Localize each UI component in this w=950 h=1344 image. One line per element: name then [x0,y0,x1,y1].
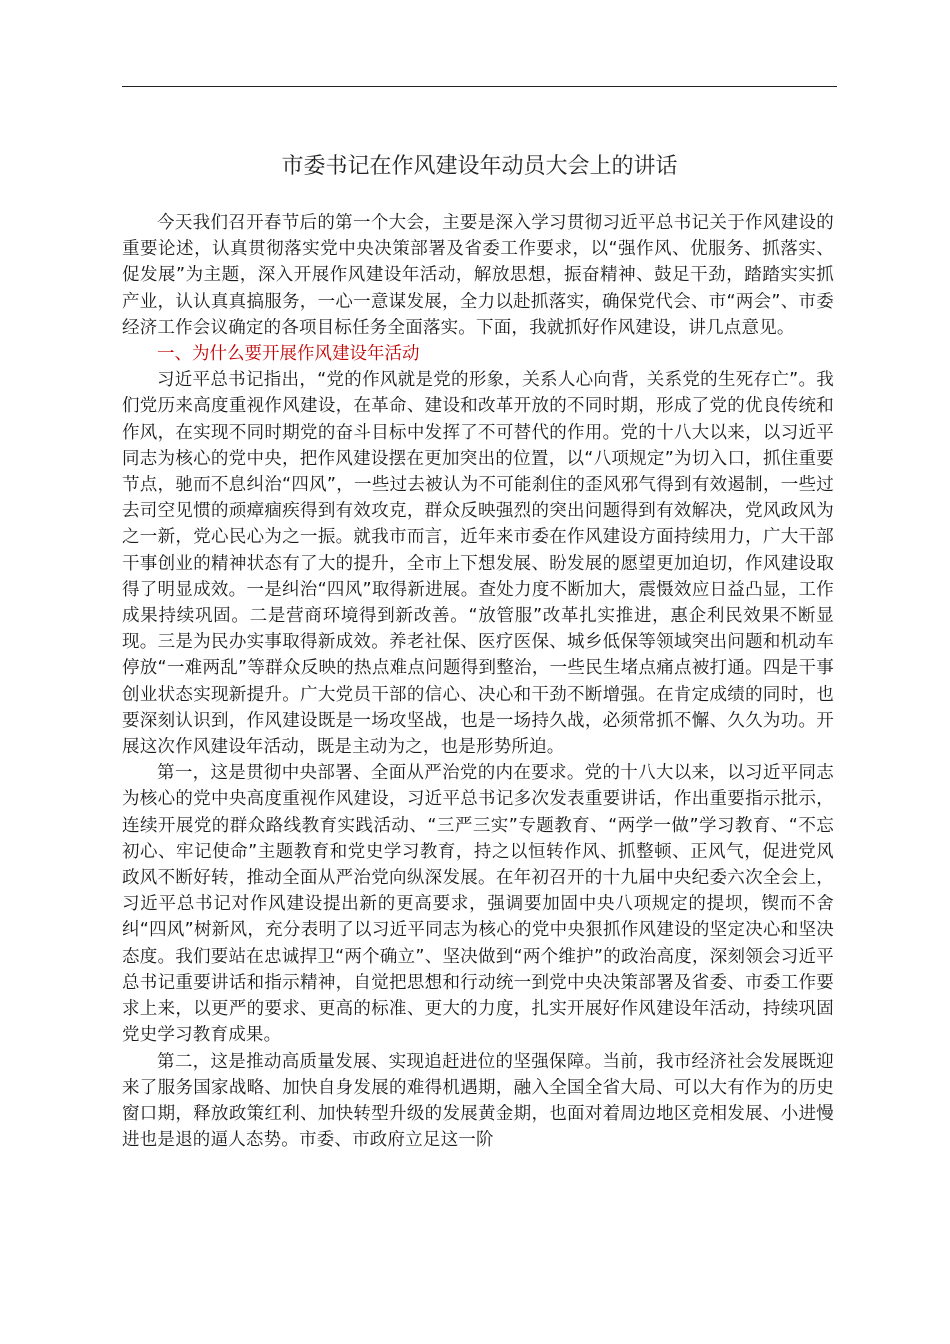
body-paragraph: 第二，这是推动高质量发展、实现追赶进位的坚强保障。当前，我市经济社会发展既迎来了服务国家战略、加快自身发展的难得机遇期，融入全国全省大局、可以大有作为的历史窗口期，释放政策红利、加快转型升级的发展黄金期，也面对着周边地区竞相发展、小进慢进也是退的逼人态势。市委、市政府立足这一阶 [122,1051,834,1151]
intro-paragraph: 今天我们召开春节后的第一个大会，主要是深入学习贯彻习近平总书记关于作风建设的重要论述，认真贯彻落实党中央决策部署及省委工作要求，以“强作风、优服务、抓落实、促发展”为主题，深入开展作风建设年活动，解放思想，振奋精神、鼓足干劲，踏踏实实抓产业，认认真真搞服务，一心一意谋发展，全力以赴抓落实，确保党代会、市“两会”、市委经济工作会议确定的各项目标任务全面落实。下面，我就抓好作风建设，讲几点意见。 [122,213,834,338]
header-rule [122,86,837,87]
section-heading: 一、为什么要开展作风建设年活动 [157,344,420,365]
page-title: 市委书记在作风建设年动员大会上的讲话 [281,154,678,179]
body-paragraph: 第一，这是贯彻中央部署、全面从严治党的内在要求。党的十八大以来，以习近平同志为核心的党中央高度重视作风建设，习近平总书记多次发表重要讲话，作出重要指示批示，连续开展党的群众路线教育实践活动、“三严三实”专题教育、“两学一做”学习教育、“不忘初心、牢记使命”主题教育和党史学习教育，持之以恒转作风、抓整顿、正风气，促进党风政风不断好转，推动全面从严治党向纵深发展。在年初召开的十九届中央纪委六次全会上，习近平总书记对作风建设提出新的更高要求，强调要加固中央八项规定的提坝，锲而不舍纠“四风”树新风，充分表明了以习近平同志为核心的党中央狠抓作风建设的坚定决心和坚决态度。我们要站在忠诚捍卫“两个确立”、坚决做到“两个维护”的政治高度，深刻领会习近平总书记重要讲话和指示精神，自觉把思想和行动统一到党中央决策部署及省委、市委工作要求上来，以更严的要求、更高的标准、更大的力度，扎实开展好作风建设年活动，持续巩固党史学习教育成果。 [122,763,834,1046]
document-body [122,210,834,1153]
body-paragraph: 习近平总书记指出，“党的作风就是党的形象，关系人心向背，关系党的生死存亡”。我们党历来高度重视作风建设，在革命、建设和改革开放的不同时期，形成了党的优良传统和作风，在实现不同时期党的奋斗目标中发挥了不可替代的作用。党的十八大以来，以习近平同志为核心的党中央，把作风建设摆在更加突出的位置，以“八项规定”为切入口，抓住重要节点，驰而不息纠治“四风”，一些过去被认为不可能刹住的歪风邪气得到有效遏制，一些过去司空见惯的顽瘴痼疾得到有效攻克，群众反映强烈的突出问题得到有效解决，党风政风为之一新，党心民心为之一振。就我市而言，近年来市委在作风建设方面持续用力，广大干部干事创业的精神状态有了大的提升，全市上下想发展、盼发展的愿望更加迫切，作风建设取得了明显成效。一是纠治“四风”取得新进展。查处力度不断加大，震慑效应日益凸显，工作成果持续巩固。二是营商环境得到新改善。“放管服”改革扎实推进，惠企利民效果不断显现。三是为民办实事取得新成效。养老社保、医疗医保、城乡低保等领域突出问题和机动车停放“一难两乱”等群众反映的热点难点问题得到整治，一些民生堵点痛点被打通。四是干事创业状态实现新提升。广大党员干部的信心、决心和干劲不断增强。在肯定成绩的同时，也要深刻认识到，作风建设既是一场攻坚战，也是一场持久战，必须常抓不懈、久久为功。开展这次作风建设年活动，既是主动为之，也是形势所迫。 [122,370,834,758]
